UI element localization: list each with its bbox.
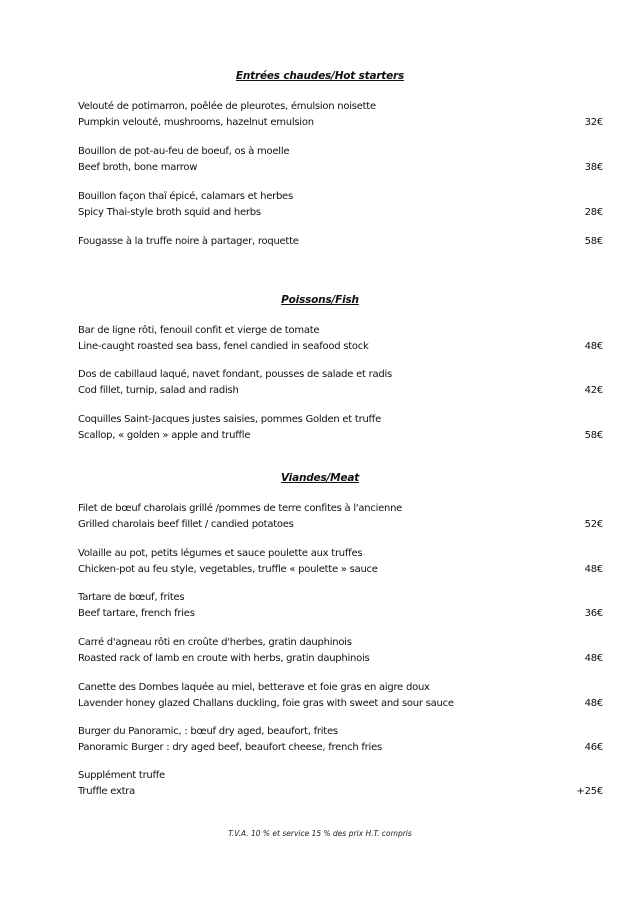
menu-item (78, 234, 603, 250)
menu-item (78, 501, 603, 532)
menu-item (78, 99, 603, 130)
tax-service-note: T.V.A. 10 % et service 15 % des prix H.T. compris (228, 829, 412, 838)
item-price: 28€ (584, 206, 603, 218)
menu-item (78, 680, 603, 711)
item-name-en: Beef tartare, french fries (78, 607, 195, 619)
item-name-fr: Supplément truffe (78, 770, 165, 781)
section-fish (0, 294, 640, 306)
item-price: +25€ (576, 785, 603, 797)
menu-item (78, 724, 603, 755)
item-name-en: Lavender honey glazed Challans duckling, foie gras with sweet and sour sauce (78, 697, 454, 709)
item-name-fr: Burger du Panoramic, : bœuf dry aged, beaufort, frites (78, 726, 338, 737)
menu-item (78, 635, 603, 666)
menu-item (78, 367, 603, 398)
section-title: Viandes/Meat (280, 472, 360, 484)
item-name-fr: Carré d'agneau rôti en croûte d'herbes, gratin dauphinois (78, 637, 352, 648)
item-name-fr: Coquilles Saint-Jacques justes saisies, pommes Golden et truffe (78, 414, 381, 425)
menu-item (78, 189, 603, 220)
section-title: Entrées chaudes/Hot starters (235, 70, 405, 82)
item-price: 38€ (584, 161, 603, 173)
section-meat (0, 472, 640, 484)
item-name-fr: Fougasse à la truffe noire à partager, roquette (78, 236, 299, 247)
menu-item (78, 323, 603, 354)
item-name-fr: Bouillon façon thaï épicé, calamars et herbes (78, 191, 293, 202)
section-hot-starters (0, 70, 640, 82)
item-name-fr: Canette des Dombes laquée au miel, betterave et foie gras en aigre doux (78, 682, 430, 693)
item-name-fr: Tartare de bœuf, frites (78, 592, 185, 603)
section-title: Poissons/Fish (281, 294, 359, 306)
menu-item (78, 546, 603, 577)
item-name-en: Cod fillet, turnip, salad and radish (78, 384, 239, 396)
item-name-en: Truffle extra (78, 785, 136, 797)
item-name-fr: Velouté de potimarron, poêlée de pleurotes, émulsion noisette (78, 101, 376, 112)
item-name-en: Pumpkin velouté, mushrooms, hazelnut emulsion (78, 116, 314, 128)
item-price: 42€ (584, 384, 603, 396)
menu-item (78, 590, 603, 621)
menu-item (78, 144, 603, 175)
item-name-en: Chicken-pot au feu style, vegetables, truffle « poulette » sauce (78, 563, 378, 575)
item-name-en: Spicy Thai-style broth squid and herbs (78, 206, 261, 218)
item-price: 48€ (584, 652, 603, 664)
item-name-en: Line-caught roasted sea bass, fenel candied in seafood stock (78, 340, 369, 352)
item-price: 46€ (584, 741, 603, 753)
item-name-fr: Dos de cabillaud laqué, navet fondant, pousses de salade et radis (78, 369, 392, 380)
item-price: 32€ (584, 116, 603, 128)
item-name-fr: Volaille au pot, petits légumes et sauce poulette aux truffes (78, 548, 363, 559)
item-price: 58€ (584, 429, 603, 441)
item-name-fr: Bouillon de pot-au-feu de boeuf, os à moelle (78, 146, 290, 157)
item-price: 36€ (584, 607, 603, 619)
item-price: 48€ (584, 563, 603, 575)
item-name-en: Panoramic Burger : dry aged beef, beaufort cheese, french fries (78, 741, 382, 753)
item-price: 52€ (584, 518, 603, 530)
menu-item (78, 768, 603, 799)
item-name-en: Beef broth, bone marrow (78, 161, 198, 173)
item-price: 48€ (584, 697, 603, 709)
item-name-en: Scallop, « golden » apple and truffle (78, 429, 251, 441)
item-name-en: Grilled charolais beef fillet / candied potatoes (78, 518, 294, 530)
item-price: 48€ (584, 340, 603, 352)
item-price: 58€ (584, 236, 603, 247)
item-name-fr: Bar de ligne rôti, fenouil confit et vierge de tomate (78, 325, 320, 336)
item-name-fr: Filet de bœuf charolais grillé /pommes de terre confites à l'ancienne (78, 503, 403, 514)
menu-item (78, 412, 603, 443)
item-name-en: Roasted rack of lamb en croute with herbs, gratin dauphinois (78, 652, 370, 664)
